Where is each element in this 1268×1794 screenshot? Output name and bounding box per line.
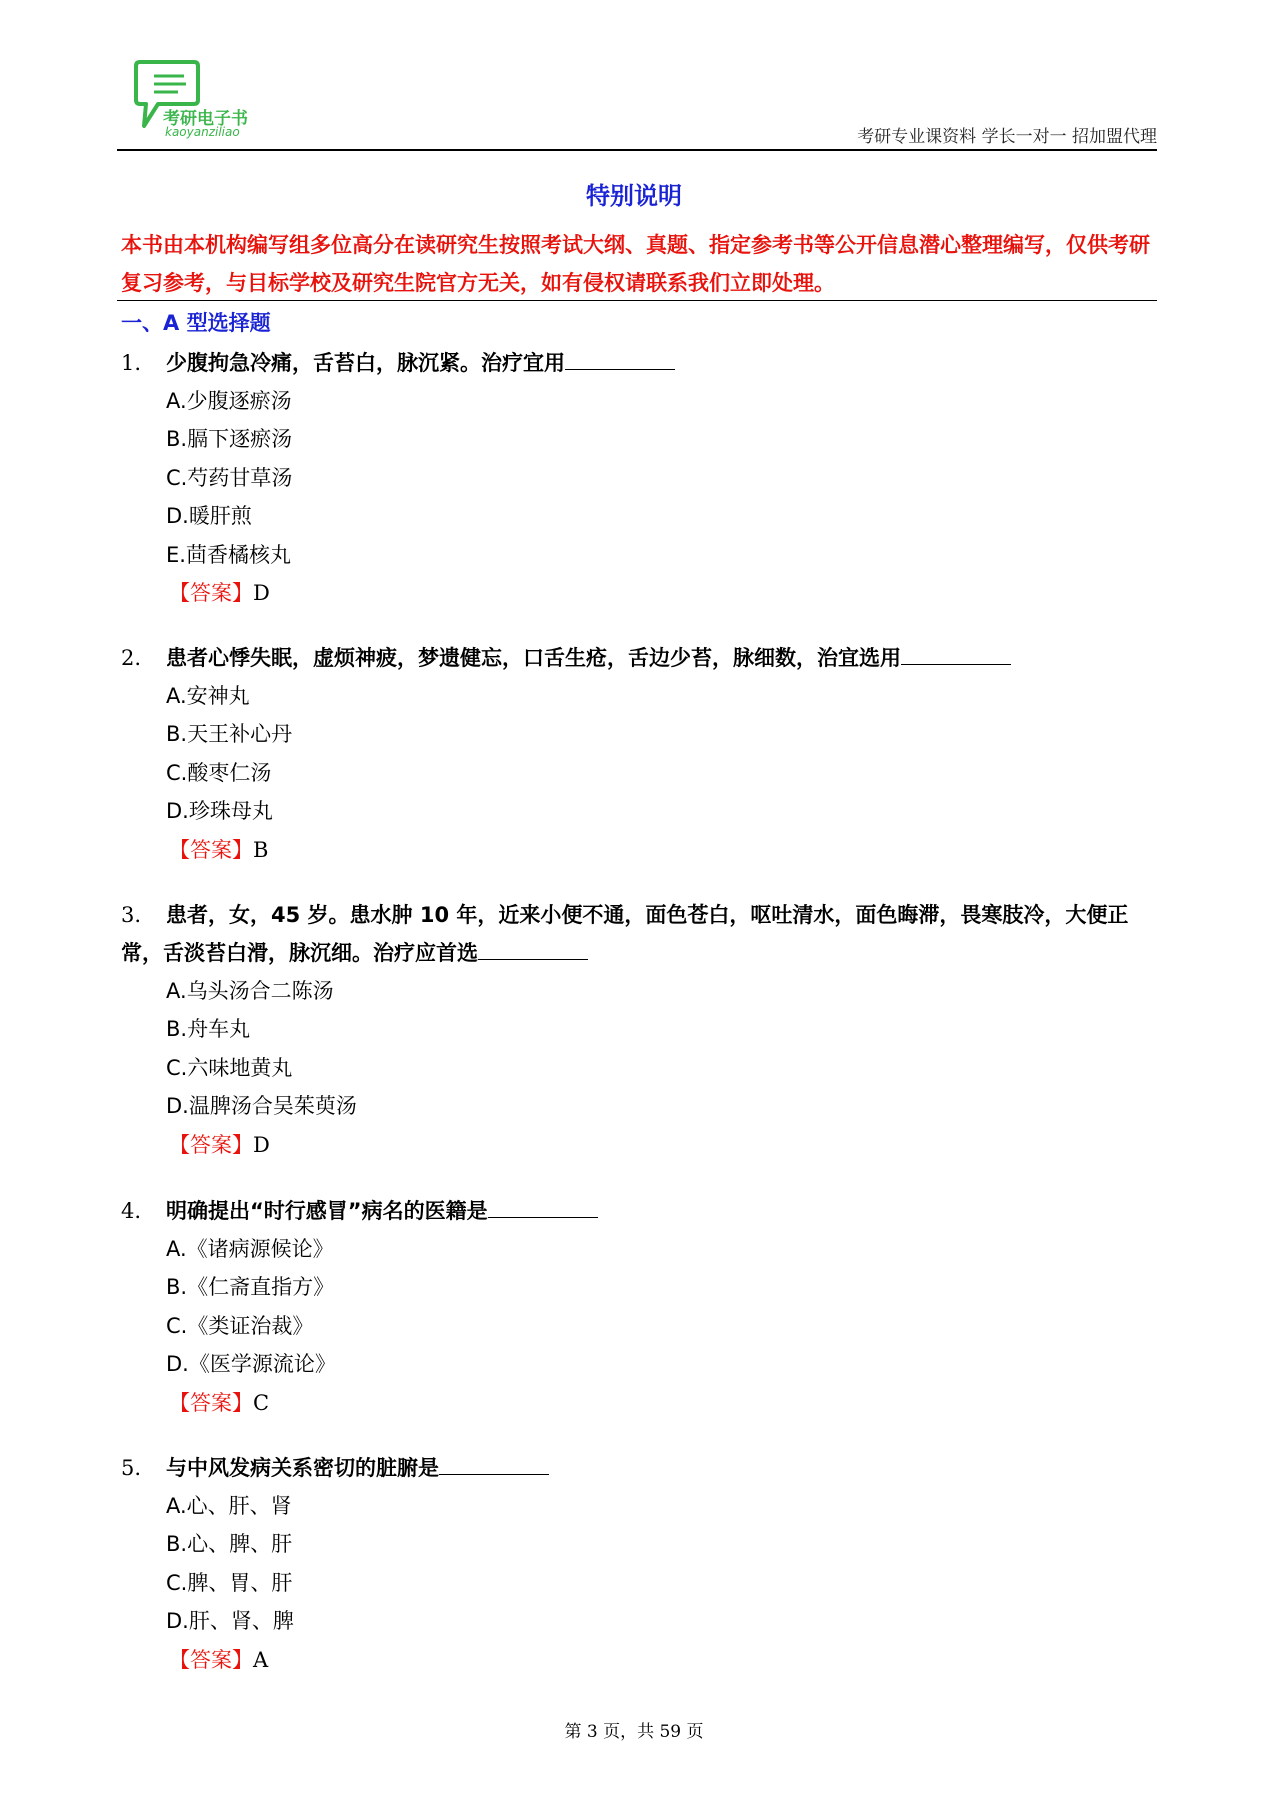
question-number: 5.: [121, 1456, 142, 1480]
answer-blank: [488, 1197, 598, 1218]
answer-value: C: [253, 1390, 270, 1415]
answer-value: A: [253, 1647, 269, 1672]
question-text: 少腹拘急冷痛，舌苔白，脉沉紧。治疗宜用: [166, 351, 565, 375]
question-number: 3.: [121, 903, 142, 927]
question-1: [121, 344, 1157, 612]
option: B.舟车丸: [166, 1017, 251, 1042]
answer-blank: [901, 644, 1011, 665]
notice-divider: [117, 300, 1157, 301]
logo-text: 考研电子书: [163, 109, 248, 129]
question-stem: [121, 639, 1157, 677]
answer-value: D: [253, 1132, 270, 1157]
page-footer: 第 3 页，共 59 页: [564, 1722, 704, 1742]
option: C.芍药甘草汤: [166, 465, 293, 490]
question-stem: [121, 1449, 1157, 1487]
option: C.酸枣仁汤: [166, 760, 272, 785]
page-title: 特别说明: [586, 182, 682, 210]
answer: [121, 1641, 1157, 1679]
page-header: [117, 58, 1157, 153]
option: A.安神丸: [166, 684, 250, 708]
answer-label: 【答案】: [169, 1647, 253, 1672]
option: A.《诸病源候论》: [166, 1237, 334, 1261]
answer-label: 【答案】: [169, 581, 253, 606]
question-stem: [121, 896, 1157, 972]
option: D.珍珠母丸: [166, 799, 273, 824]
disclaimer-notice: 本书由本机构编写组多位高分在读研究生按照考试大纲、真题、指定参考书等公开信息潜心整理编写，仅供考研复习参考，与目标学校及研究生院官方无关，如有侵权请联系我们立即处理。: [121, 233, 1150, 295]
question-text: 明确提出“时行感冒”病名的医籍是: [166, 1199, 488, 1223]
question-5: [121, 1449, 1157, 1679]
option: B.天王补心丹: [166, 722, 293, 747]
question-text: 患者心悸失眠，虚烦神疲，梦遗健忘，口舌生疮，舌边少苔，脉细数，治宜选用: [166, 646, 901, 670]
question-number: 4.: [121, 1199, 142, 1223]
option: A.心、肝、肾: [166, 1494, 292, 1518]
question-4: [121, 1192, 1157, 1422]
logo: [117, 58, 257, 144]
option: C.脾、胃、肝: [166, 1570, 293, 1595]
answer: [121, 1384, 1157, 1422]
question-3: [121, 896, 1157, 1164]
question-2: [121, 639, 1157, 869]
answer: [121, 574, 1157, 612]
answer-label: 【答案】: [169, 1132, 253, 1157]
option: A.乌头汤合二陈汤: [166, 979, 334, 1003]
answer: [121, 831, 1157, 869]
logo-subtext: kaoyanziliao: [165, 125, 240, 139]
option: D.肝、肾、脾: [166, 1609, 294, 1634]
answer-blank: [565, 349, 675, 370]
question-text: 患者，女，45 岁。患水肿 10 年，近来小便不通，面色苍白，呕吐清水，面色晦滞，畏寒肢冷，大便正常，舌淡苔白滑，脉沉细。治疗应首选: [121, 903, 1129, 965]
answer-blank: [439, 1454, 549, 1475]
answer-value: B: [253, 837, 269, 862]
answer: [121, 1126, 1157, 1164]
option: B.《仁斋直指方》: [166, 1275, 335, 1300]
answer-label: 【答案】: [169, 837, 253, 862]
option: D.《医学源流论》: [166, 1352, 336, 1377]
header-tagline: 考研专业课资料 学长一对一 招加盟代理: [857, 127, 1157, 147]
header-divider: [117, 149, 1157, 151]
question-stem: [121, 1192, 1157, 1230]
question-stem: [121, 344, 1157, 382]
option: C.六味地黄丸: [166, 1055, 293, 1080]
option: E.茴香橘核丸: [166, 542, 291, 567]
option: B.膈下逐瘀汤: [166, 427, 293, 452]
answer-value: D: [253, 581, 270, 606]
question-number: 1.: [121, 351, 142, 375]
option: D.温脾汤合吴茱萸汤: [166, 1094, 357, 1119]
option: D.暖肝煎: [166, 504, 252, 529]
option: B.心、脾、肝: [166, 1532, 293, 1557]
question-number: 2.: [121, 646, 142, 670]
answer-blank: [478, 939, 588, 960]
question-text: 与中风发病关系密切的脏腑是: [166, 1456, 439, 1480]
option: C.《类证治裁》: [166, 1313, 314, 1338]
option: A.少腹逐瘀汤: [166, 389, 292, 413]
answer-label: 【答案】: [169, 1390, 253, 1415]
section-heading: 一、A 型选择题: [121, 311, 271, 335]
